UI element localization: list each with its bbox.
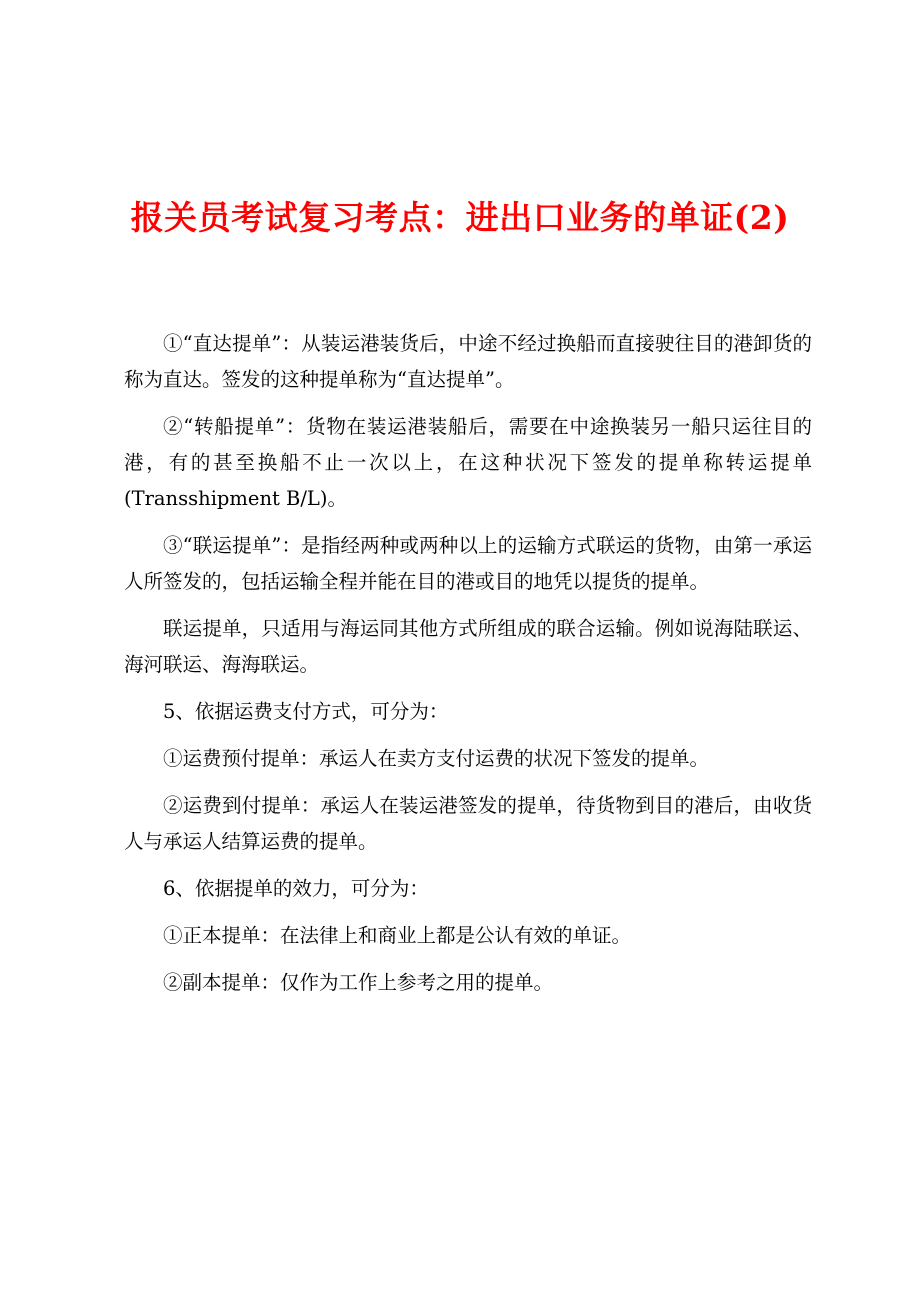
- paragraph-freight-heading: 5、依据运费支付方式，可分为：: [163, 700, 449, 723]
- paragraph-through-bl: ③“联运提单”：是指经两种或两种以上的运输方式联运的货物，由第一承运人所签发的，包括运输全程并能在目的港或目的地凭以提货的提单。: [124, 534, 812, 593]
- paragraph-freight-prepaid: ①运费预付提单：承运人在卖方支付运费的状况下签发的提单。: [163, 747, 710, 770]
- page-title: 报关员考试复习考点：进出口业务的单证(2): [130, 198, 790, 237]
- paragraph-direct-bl: ①“直达提单”：从装运港装货后，中途不经过换船而直接驶往目的港卸货的称为直达。签发的这种提单称为“直达提单”。: [124, 332, 812, 391]
- document-body: [124, 326, 812, 1012]
- paragraph-copy-bl: ②副本提单：仅作为工作上参考之用的提单。: [163, 971, 554, 994]
- paragraph-original-bl: ①正本提单：在法律上和商业上都是公认有效的单证。: [163, 924, 632, 947]
- paragraph-through-bl-scope: 联运提单，只适用与海运同其他方式所组成的联合运输。例如说海陆联运、海河联运、海海联运。: [124, 617, 812, 676]
- paragraph-validity-heading: 6、依据提单的效力，可分为：: [163, 877, 429, 900]
- paragraph-freight-collect: ②运费到付提单：承运人在装运港签发的提单，待货物到目的港后，由收货人与承运人结算运费的提单。: [124, 794, 812, 853]
- paragraph-transshipment-bl: ②“转船提单”：货物在装运港装船后，需要在中途换装另一船只运往目的港，有的甚至换船不止一次以上，在这种状况下签发的提单称转运提单(Transshipment B/L)。: [124, 415, 812, 510]
